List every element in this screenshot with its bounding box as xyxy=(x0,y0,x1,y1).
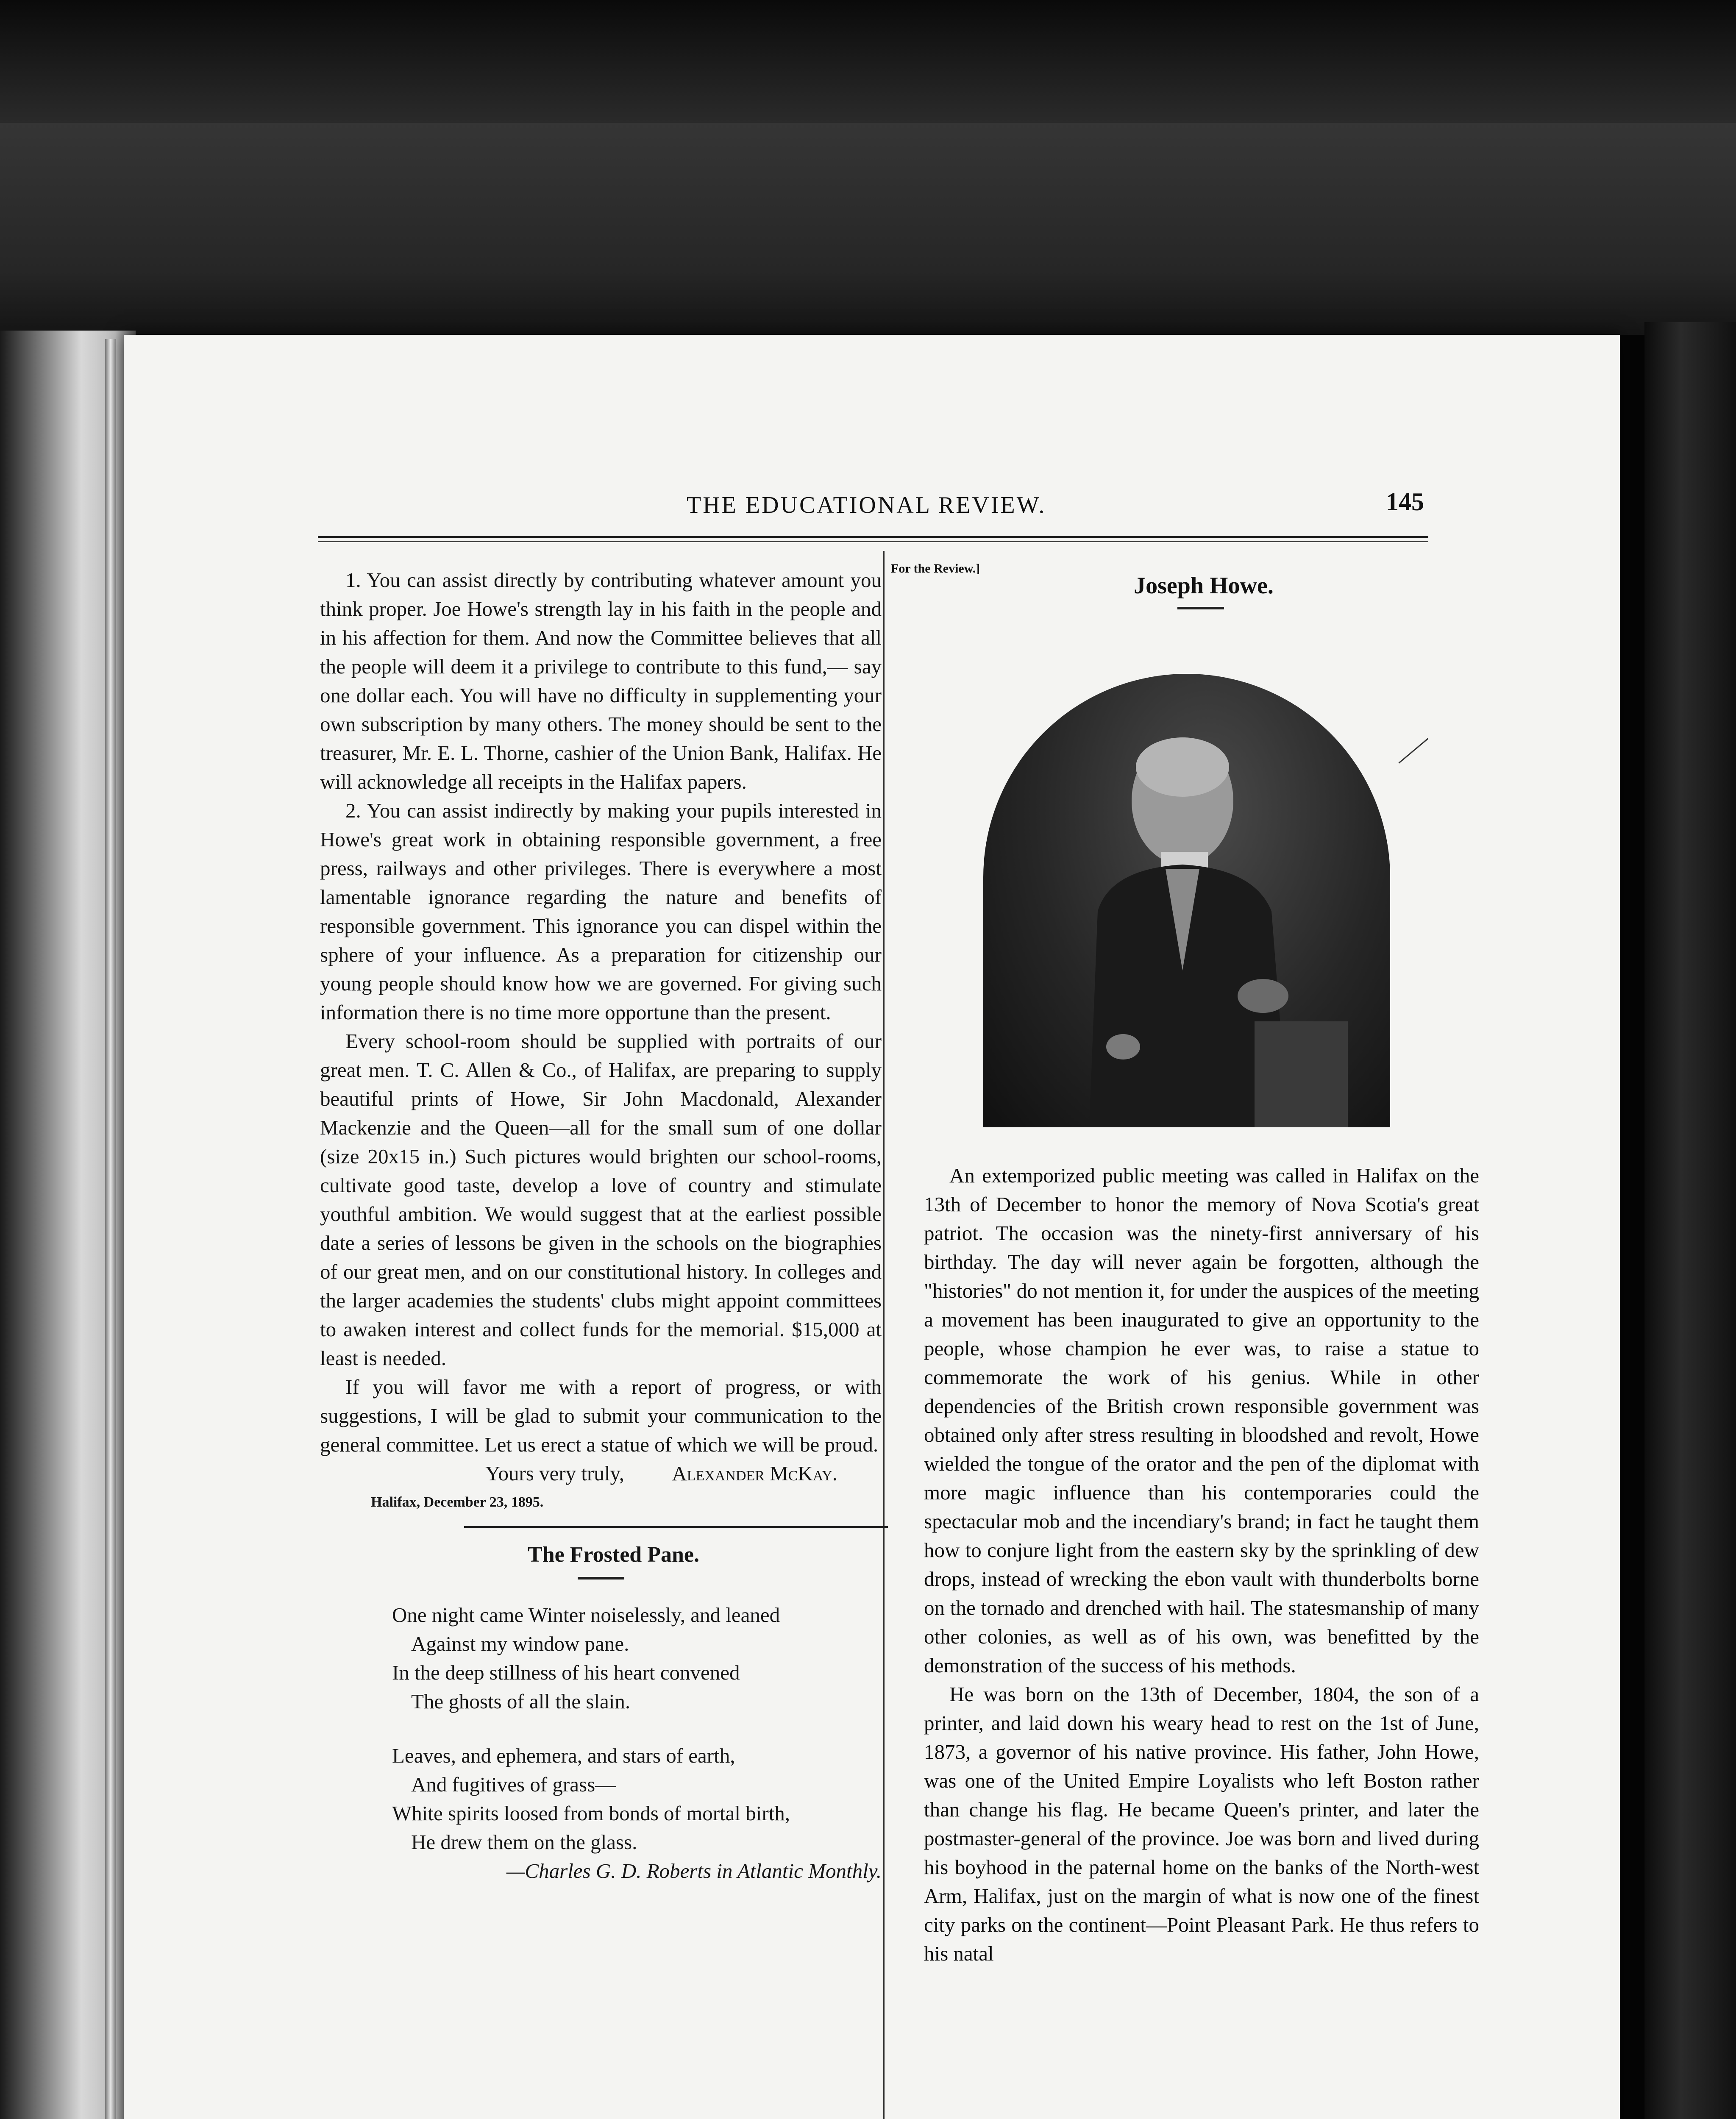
section-rule xyxy=(464,1526,888,1528)
portrait-photo xyxy=(983,674,1390,1127)
poem-line: One night came Winter noiselessly, and leaned xyxy=(392,1603,780,1627)
dateline: Halifax, December 23, 1895. xyxy=(371,1494,544,1510)
poem-title: The Frosted Pane. xyxy=(528,1543,699,1567)
column-divider xyxy=(883,551,885,2119)
closing-text: Yours very truly, xyxy=(485,1462,625,1485)
poem-line: Leaves, and ephemera, and stars of earth, xyxy=(392,1744,735,1767)
title-dash xyxy=(578,1577,624,1580)
paragraph: Every school-room should be supplied with portraits of our great men. T. C. Allen & Co., of Halifax, are preparing to supply beautiful prints of Howe, Sir John Macdonald, Alexander Mackenzie and the Queen—all for the small sum of one dollar (size 20x15 in.) Such pictures would brighten our school-rooms, cultivate good taste, develop a love of country and stimulate youthful ambition. We would suggest that at the earliest possible date a series of lessons be given in the schools on the biographies of our great men, and on our constitutional history. In colleges and the larger academies the students' clubs might appoint committees to awaken interest and collect funds for the memorial. $15,000 at least is needed. xyxy=(320,1029,882,1370)
paragraph: If you will favor me with a report of progress, or with suggestions, I will be glad to submit your communication to the general committee. Let us erect a statue of which we will be proud. xyxy=(320,1375,882,1456)
poem-line: Against my window pane. xyxy=(411,1632,629,1655)
source-note: For the Review.] xyxy=(891,562,980,576)
scan-background-right xyxy=(1644,322,1736,2119)
page-number: 145 xyxy=(1386,488,1424,516)
stanza-gap xyxy=(367,1716,882,1741)
right-column xyxy=(924,1161,1479,1968)
title-dash xyxy=(1177,607,1224,609)
header-rule xyxy=(318,536,1428,542)
poem xyxy=(367,1601,882,1857)
page-stack-edge xyxy=(105,339,116,2119)
letter-closing xyxy=(320,1459,882,1488)
poem-line: White spirits loosed from bonds of mortal birth, xyxy=(392,1802,790,1825)
signature: Alexander McKay. xyxy=(672,1462,838,1485)
poem-line: The ghosts of all the slain. xyxy=(411,1690,631,1713)
running-header: THE EDUCATIONAL REVIEW. xyxy=(687,492,1046,518)
portrait-figure xyxy=(983,674,1390,1127)
scan-background-top xyxy=(0,0,1736,123)
poem-attribution: —Charles G. D. Roberts in Atlantic Monthly. xyxy=(506,1859,882,1883)
paragraph: 2. You can assist indirectly by making your pupils interested in Howe's great work in obtaining responsible government, a free press, railways and other privileges. There is everywhere a most lamentable ignorance regarding the nature and benefits of responsible government. This ignorance you can dispel within the sphere of your influence. As a preparation for citizenship our young people should know how we are governed. For giving such information there is no time more opportune than the present. xyxy=(320,799,882,1024)
poem-line: He drew them on the glass. xyxy=(411,1830,637,1854)
paragraph: 1. You can assist directly by contributing whatever amount you think proper. Joe Howe's strength lay in his faith in the people and in his affection for them. And now the Committee believes that all the people will deem it a privilege to contribute to this fund,— say one dollar each. You will have no difficulty in supplementing your own subscription by many others. The money should be sent to the treasurer, Mr. E. L. Thorne, cashier of the Union Bank, Halifax. He will acknowledge all receipts in the Halifax papers. xyxy=(320,568,882,793)
paragraph: An extemporized public meeting was called in Halifax on the 13th of December to honor the memory of Nova Scotia's great patriot. The occasion was the ninety-first anniversary of his birthday. The day will never again be forgotten, although the "histories" do not mention it, for under the auspices of the meeting a movement has been inaugurated to give an opportunity to the people, whose champion he ever was, to raise a statue to commemorate the work of his genius. While in other dependencies of the British crown responsible government was obtained only after stress resulting in bloodshed and revolt, Howe wielded the tongue of the orator and the pen of the diplomat with more magic influence than his contemporaries could the spectacular mob and the incendiary's brand; in fact he taught them how to conjure light from the eastern sky by the sprinkling of dew drops, instead of wrecking the ebon vault with thunderbolts borne on the tornado and drenched with hail. The statesmanship of many other colonies, as well as of his own, was benefitted by the demonstration of the success of his methods. xyxy=(924,1164,1479,1677)
poem-line: In the deep stillness of his heart convened xyxy=(392,1661,740,1684)
article-title: Joseph Howe. xyxy=(1134,573,1274,599)
book-binding-shadow xyxy=(0,123,1736,335)
poem-line: And fugitives of grass— xyxy=(411,1773,616,1796)
left-column xyxy=(320,566,882,1885)
paragraph: He was born on the 13th of December, 1804, the son of a printer, and laid down his weary head to rest on the 1st of June, 1873, a governor of his native province. His father, John Howe, was one of the United Empire Loyalists who left Boston rather than change his flag. He became Queen's printer, and later the postmaster-general of the province. Joe was born and lived during his boyhood in the paternal home on the banks of the North-west Arm, Halifax, just on the margin of what is now one of the finest city parks on the continent—Point Pleasant Park. He thus refers to his natal xyxy=(924,1682,1479,1965)
